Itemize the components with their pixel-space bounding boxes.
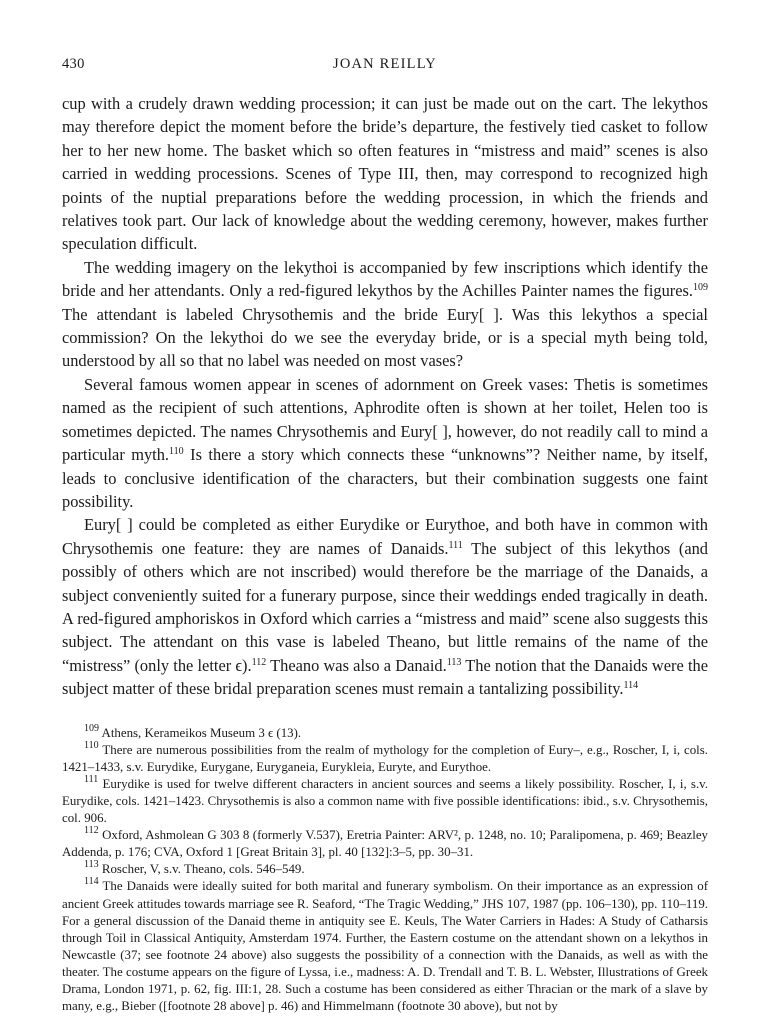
paragraph-text: Eury[ ] could be completed as either Eurydike or Eurythoe, and both have in common with Chrysothemis one feature: they are names of Danaids. <box>62 515 708 558</box>
paragraph-text: The wedding imagery on the lekythoi is accompanied by few inscriptions which identify the bride and her attendants. Only a red-figured lekythos by the Achilles Painter names the figures. <box>62 257 708 301</box>
footnote-text: There are numerous possibilities from the realm of mythology for the completion of Eury–, e.g., Roscher, I, i, cols. 1421–1433, s.v. Eurydike, Eurygane, Euryganeia, Eurykleia, Euryte, and Eurythoe. <box>62 742 708 774</box>
paragraph-text: The attendant is labeled Chrysothemis and the bride Eury[ ]. Was this lekythos a special commission? On the lekythoi do we see the everyday bride, or is a special myth being told, understood by all so that no label was needed on most vases? <box>62 304 708 371</box>
footnote-ref-113[interactable]: 113 <box>446 656 462 668</box>
footnote-111 <box>62 773 708 827</box>
journal-page <box>62 52 708 1015</box>
footnote-ref-110[interactable]: 110 <box>169 446 184 458</box>
running-head-author: JOAN REILLY <box>333 56 437 72</box>
body-text <box>62 92 708 701</box>
footnote-text: Athens, Kerameikos Museum 3 ϵ (13). <box>99 725 302 740</box>
footnote-number: 111 <box>84 773 99 785</box>
footnote-ref-112[interactable]: 112 <box>251 656 267 668</box>
paragraph-2 <box>62 256 708 373</box>
footnote-114 <box>62 878 708 1015</box>
footnote-ref-114[interactable]: 114 <box>623 680 639 692</box>
footnote-110 <box>62 739 708 776</box>
footnote-ref-111[interactable]: 111 <box>448 539 463 551</box>
paragraph-text: The subject of this lekythos (and possibly of others which are not inscribed) would therefore be the marriage of the Danaids, a subject conveniently suited for a funerary purpose, since their weddings ended tragically in death. A red-figured amphoriskos in Oxford which carries a “mistress and maid” scene also suggests this subject. The attendant on this vase is labeled Theano, but little remains of the name of the “mistress” (only the letter ϵ). <box>62 538 708 675</box>
footnote-ref-109[interactable]: 109 <box>693 282 708 294</box>
footnote-number: 114 <box>84 876 99 888</box>
paragraph-1: cup with a crudely drawn wedding procession; it can just be made out on the cart. The lekythos may therefore depict the moment before the bride’s departure, the festively tied casket to follow her to her new home. The basket which so often features in “mistress and maid” scenes is also carried in wedding processions. Scenes of Type III, then, may correspond to recognized high points of the nuptial preparations before the wedding procession, in which the friends and relatives took part. Our lack of knowledge about the wedding ceremony, however, makes further speculation difficult. <box>62 94 708 254</box>
footnote-113 <box>62 861 708 878</box>
footnote-text: The Danaids were ideally suited for both marital and funerary symbolism. On their importance as an expression of ancient Greek attitudes towards marriage see R. Seaford, “The Tragic Wedding,” JHS 107, 1987 (pp. 106–130), pp. 110–119. For a general discussion of the Danaid theme in antiquity see E. Keuls, The Water Carriers in Hades: A Study of Catharsis through Toil in Classical Antiquity, Amsterdam 1974. Further, the Eastern costume on the attendant shown on a lekythos in Newcastle (37; see footnote 24 above) also suggests the possibility of a connection with the Danaids, as well as with the theater. The costume appears on the figure of Lyssa, i.e., madness: A. D. Trendall and T. B. L. Webster, Illustrations of Greek Drama, London 1971, p. 62, fig. III:1, 28. Such a costume has been considered as either Thracian or the mark of a slave by many, e.g., Bieber ([footnote 28 above] p. 46) and Himmelmann (footnote 30 above), but not by <box>62 879 708 1014</box>
footnote-number: 112 <box>84 825 99 837</box>
paragraph-text: Is there a story which connects these “unknowns”? Neither name, by itself, leads to conclusive identification of the characters, but their combination suggests one faint possibility. <box>62 445 708 511</box>
paragraph-text: Theano was also a Danaid. <box>266 655 447 675</box>
footnote-112 <box>62 827 708 861</box>
footnote-109 <box>62 722 708 742</box>
footnote-number: 109 <box>84 722 99 734</box>
footnotes <box>62 722 708 1016</box>
paragraph-3 <box>62 373 708 513</box>
paragraph-4 <box>62 513 708 700</box>
footnote-number: 110 <box>84 739 99 751</box>
paragraph-text: The notion that the Danaids were the subject matter of these bridal preparation scenes must remain a tantalizing possibility. <box>62 655 708 699</box>
paragraph-text: Several famous women appear in scenes of adornment on Greek vases: Thetis is sometimes named as the recipient of such attentions, Aphrodite often is shown at her toilet, Helen too is sometimes depicted. The names Chrysothemis and Eury[ ], however, do not readily call to mind a particular myth. <box>62 374 708 465</box>
footnote-number: 113 <box>84 859 99 871</box>
footnote-text: Eurydike is used for twelve different characters in ancient sources and seems a likely possibility. Roscher, I, i, s.v. Eurydike, cols. 1421–1423. Chrysothemis is also a common name with five possible identifications: ibid., s.v. Chrysothemis, col. 906. <box>62 776 708 826</box>
running-head <box>62 52 708 78</box>
footnote-text: Oxford, Ashmolean G 303 8 (formerly V.537), Eretria Painter: ARV², p. 1248, no. 10; Paralipomena, p. 469; Beazley Addenda, p. 176; CVA, Oxford 1 [Great Britain 3], pl. 40 [132]:3–5, pp. 30–31. <box>62 828 708 860</box>
page-number: 430 <box>62 56 85 72</box>
footnote-text: Roscher, V, s.v. Theano, cols. 546–549. <box>98 862 305 877</box>
